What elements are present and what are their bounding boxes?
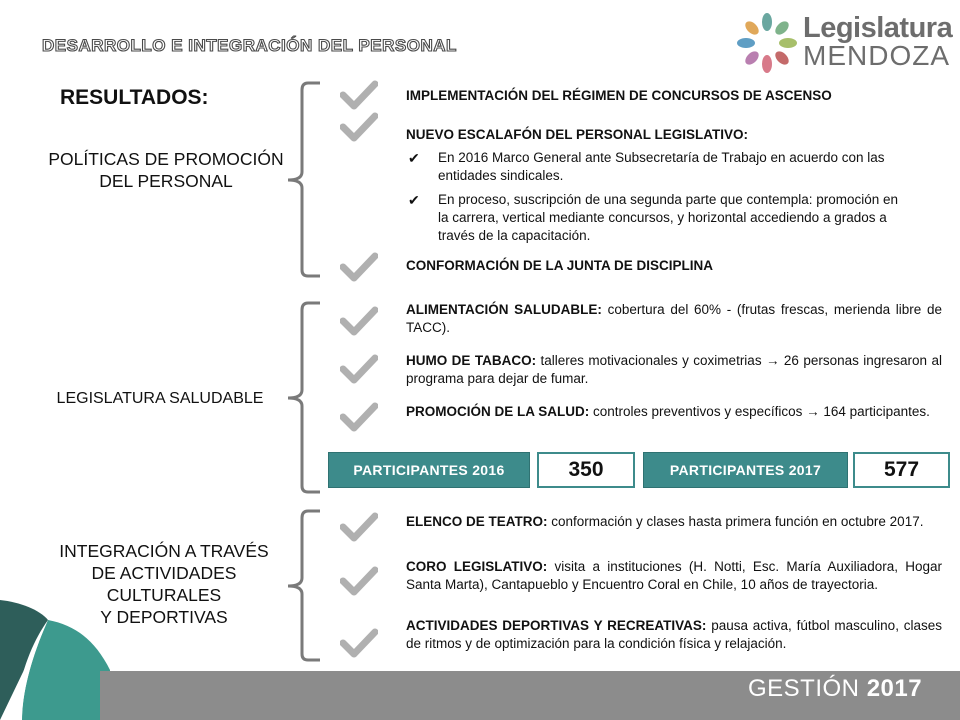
item-text: conformación y clases hasta primera función en octubre 2017. [547, 514, 924, 529]
item-text: controles preventivos y específicos → 164 participantes. [589, 404, 930, 419]
check-icon [340, 512, 378, 542]
item-escalafon [406, 126, 926, 144]
tick-bullet-icon: ✔ [408, 150, 420, 166]
check-icon [340, 566, 378, 596]
item-title: PROMOCIÓN DE LA SALUD: [406, 404, 590, 419]
item-title: NUEVO ESCALAFÓN DEL PERSONAL LEGISLATIVO: [406, 127, 749, 142]
kpi-label-2017: PARTICIPANTES 2017 [643, 452, 848, 488]
item-tabaco [406, 352, 942, 388]
check-icon [340, 252, 378, 282]
label-line: CULTURALES [106, 585, 222, 605]
subitem-text: En 2016 Marco General ante Subsecretaría de Trabajo en acuerdo con las entidades sindicales. [438, 150, 885, 183]
section-label-promotion: POLÍTICAS DE PROMOCIÓN DEL PERSONAL [48, 149, 284, 191]
item-text: talleres motivacionales y coximetrias → 26 personas ingresaron al programa para dejar de fumar. [406, 353, 942, 386]
item-title: CORO LEGISLATIVO: [406, 559, 548, 574]
item-text: pausa activa, fútbol masculino, clases de ritmos y de optimización para la condición física y relajación. [406, 618, 942, 651]
label-line: Y DEPORTIVAS [100, 607, 228, 627]
item-coro [406, 558, 942, 594]
item-text: visita a instituciones (H. Notti, Esc. María Auxiliadora, Hogar Santa Marta), Cantapueblo y Encuentro Coral en Chile, 10 años de trayectoria. [406, 559, 942, 592]
check-icon [340, 80, 378, 110]
section-label-healthy: LEGISLATURA SALUDABLE [56, 390, 264, 407]
item-text: cobertura del 60% - (frutas frescas, merienda libre de TACC). [406, 302, 942, 335]
results-heading: RESULTADOS: [60, 86, 209, 109]
kpi-label-2016: PARTICIPANTES 2016 [328, 452, 530, 488]
subitem [408, 191, 918, 245]
kpi-value-2016: 350 [537, 452, 635, 488]
item-title: IMPLEMENTACIÓN DEL RÉGIMEN DE CONCURSOS DE ASCENSO [406, 88, 832, 103]
label-line: DE ACTIVIDADES [91, 563, 237, 583]
subitem-text: En proceso, suscripción de una segunda parte que contempla: promoción en la carrera, vertical mediante concursos, y horizontal accediendo a grados a través de la capacitación. [438, 192, 899, 243]
item-teatro [406, 513, 942, 531]
section-label-integration [34, 540, 294, 628]
item-title: ACTIVIDADES DEPORTIVAS Y RECREATIVAS: [406, 618, 707, 633]
subitem [408, 149, 918, 185]
item-title: ALIMENTACIÓN SALUDABLE: [406, 302, 602, 317]
logo-text-line1: Legislatura [803, 12, 953, 44]
item-title: HUMO DE TABACO: [406, 353, 537, 368]
item-deportes [406, 617, 942, 653]
check-icon [340, 306, 378, 336]
item-title: ELENCO DE TEATRO: [406, 514, 548, 529]
logo-text-line2: MENDOZA [803, 40, 950, 71]
item-salud [406, 403, 942, 421]
footer-prefix: GESTIÓN [748, 675, 860, 702]
logo-icon [736, 12, 798, 74]
bracket-promotion [282, 80, 322, 280]
item-concursos [406, 87, 926, 105]
footer-label [748, 675, 922, 703]
item-title: CONFORMACIÓN DE LA JUNTA DE DISCIPLINA [406, 258, 713, 273]
check-icon [340, 628, 378, 658]
item-junta [406, 257, 926, 275]
check-icon [340, 354, 378, 384]
page-title: DESARROLLO E INTEGRACIÓN DEL PERSONAL [42, 36, 457, 55]
tick-bullet-icon: ✔ [408, 192, 420, 208]
check-icon [340, 112, 378, 142]
check-icon [340, 402, 378, 432]
kpi-value-2017: 577 [853, 452, 950, 488]
bracket-integration [282, 508, 322, 664]
bracket-healthy [282, 300, 322, 496]
label-line: INTEGRACIÓN A TRAVÉS [59, 541, 269, 561]
footer-year: 2017 [866, 675, 923, 702]
item-alimentacion [406, 301, 942, 337]
